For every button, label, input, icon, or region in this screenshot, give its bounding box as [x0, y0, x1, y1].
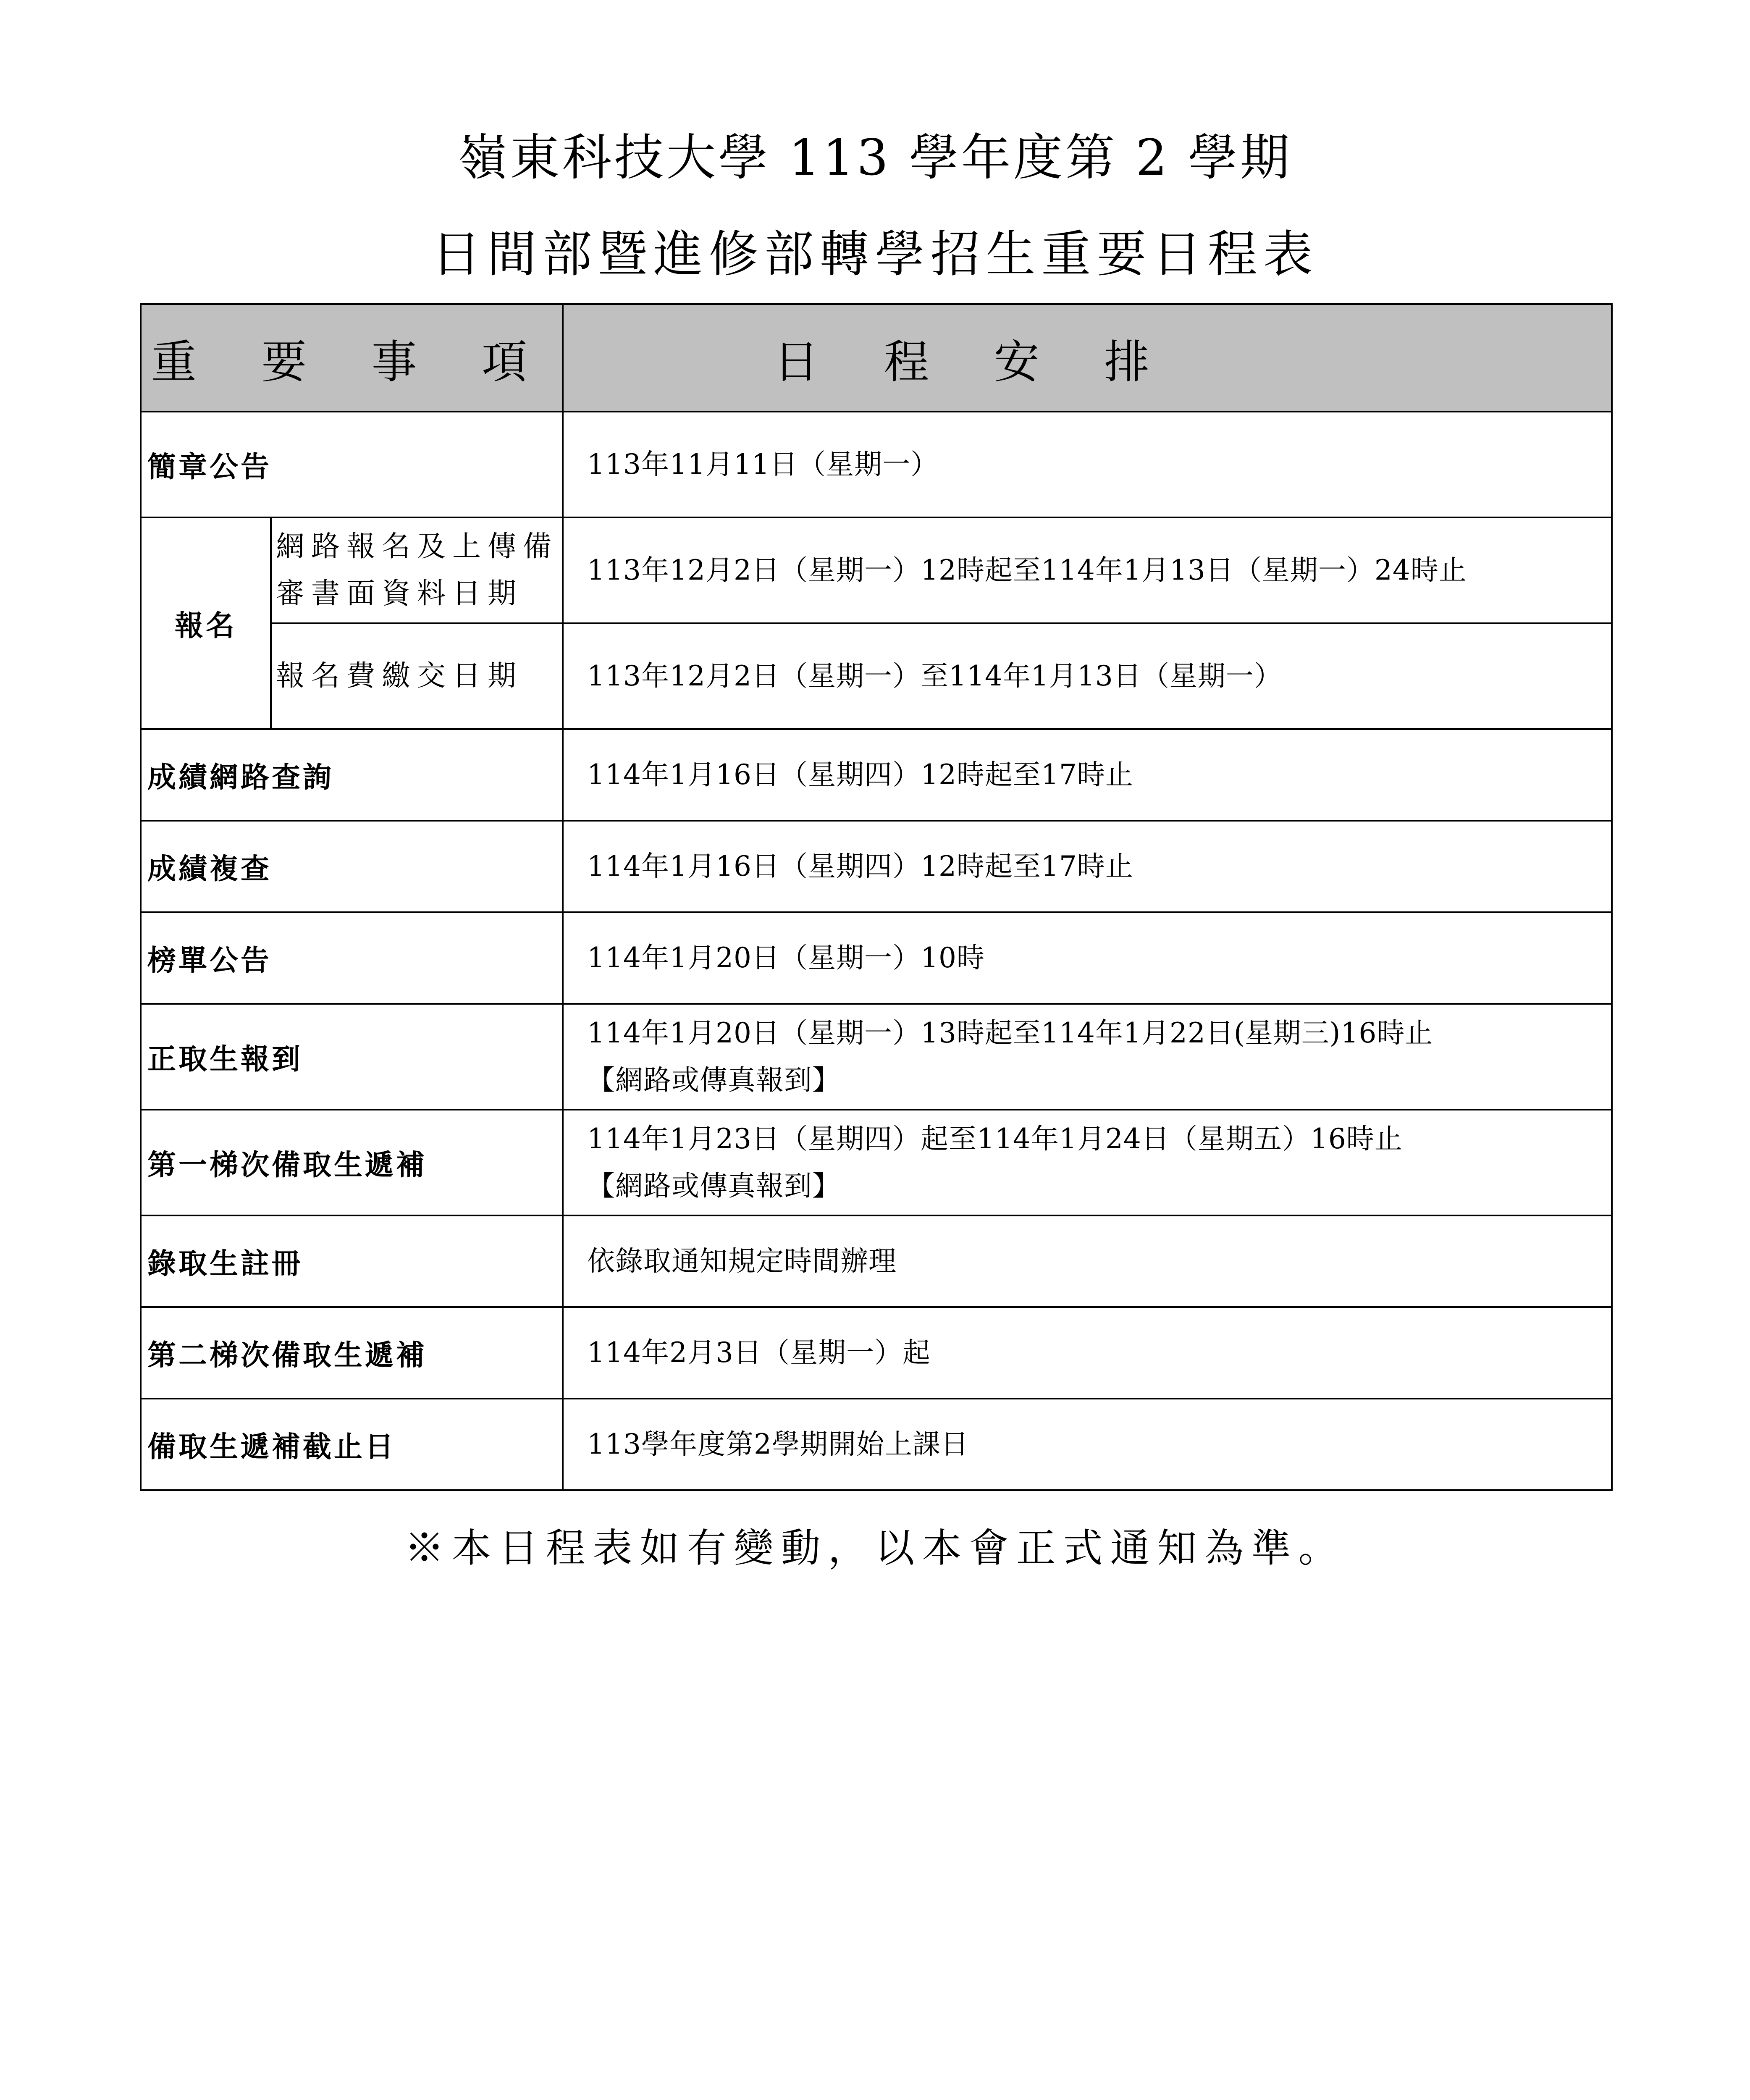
- header-item: 重 要 事 項: [141, 304, 563, 412]
- document-title-line2: 日間部暨進修部轉學招生重要日程表: [431, 225, 1319, 283]
- row-item: 第一梯次備取生遞補: [141, 1110, 563, 1215]
- row-schedule: 114年1月16日（星期四）12時起至17時止: [563, 821, 1612, 912]
- row-schedule: 114年1月20日（星期一）10時: [563, 912, 1612, 1004]
- table-row: [141, 623, 1612, 729]
- row-item: 正取生報到: [141, 1004, 563, 1110]
- document-title-line1: 嶺東科技大學 113 學年度第 2 學期: [458, 129, 1292, 186]
- row-item: 成績複查: [141, 821, 563, 912]
- schedule-line: 【網路或傳真報到】: [587, 1170, 840, 1202]
- row-schedule: 113年12月2日（星期一）12時起至114年1月13日（星期一）24時止: [563, 517, 1612, 623]
- row-group-label: 報名: [141, 517, 271, 729]
- table-row: [141, 412, 1612, 517]
- schedule-table: [140, 303, 1613, 1491]
- schedule-line: 【網路或傳真報到】: [587, 1064, 840, 1096]
- table-row: [141, 1110, 1612, 1215]
- table-row: [141, 517, 1612, 623]
- row-subitem: 報名費繳交日期: [271, 623, 563, 729]
- schedule-line: 114年1月20日（星期一）13時起至114年1月22日(星期三)16時止: [587, 1017, 1433, 1049]
- row-schedule: 114年1月16日（星期四）12時起至17時止: [563, 729, 1612, 821]
- table-row: [141, 912, 1612, 1004]
- row-item: 簡章公告: [141, 412, 563, 517]
- table-row: [141, 1004, 1612, 1110]
- footnote: ※本日程表如有變動，以本會正式通知為準。: [404, 1525, 1346, 1571]
- row-schedule: 113年12月2日（星期一）至114年1月13日（星期一）: [563, 623, 1612, 729]
- row-item: 錄取生註冊: [141, 1215, 563, 1307]
- header-schedule: 日 程 安 排: [563, 304, 1612, 412]
- row-schedule: [563, 1110, 1612, 1215]
- row-schedule: 113年11月11日（星期一）: [563, 412, 1612, 517]
- table-row: [141, 1215, 1612, 1307]
- row-subitem: 網路報名及上傳備審書面資料日期: [271, 517, 563, 623]
- table-row: [141, 1399, 1612, 1490]
- row-schedule: 113學年度第2學期開始上課日: [563, 1399, 1612, 1490]
- row-schedule: 114年2月3日（星期一）起: [563, 1307, 1612, 1399]
- row-item: 榜單公告: [141, 912, 563, 1004]
- row-schedule: [563, 1004, 1612, 1110]
- row-item: 成績網路查詢: [141, 729, 563, 821]
- schedule-line: 114年1月23日（星期四）起至114年1月24日（星期五）16時止: [587, 1123, 1403, 1155]
- table-header-row: [141, 304, 1612, 412]
- row-schedule: 依錄取通知規定時間辦理: [563, 1215, 1612, 1307]
- table-row: [141, 729, 1612, 821]
- table-row: [141, 821, 1612, 912]
- table-row: [141, 1307, 1612, 1399]
- row-item: 第二梯次備取生遞補: [141, 1307, 563, 1399]
- row-item: 備取生遞補截止日: [141, 1399, 563, 1490]
